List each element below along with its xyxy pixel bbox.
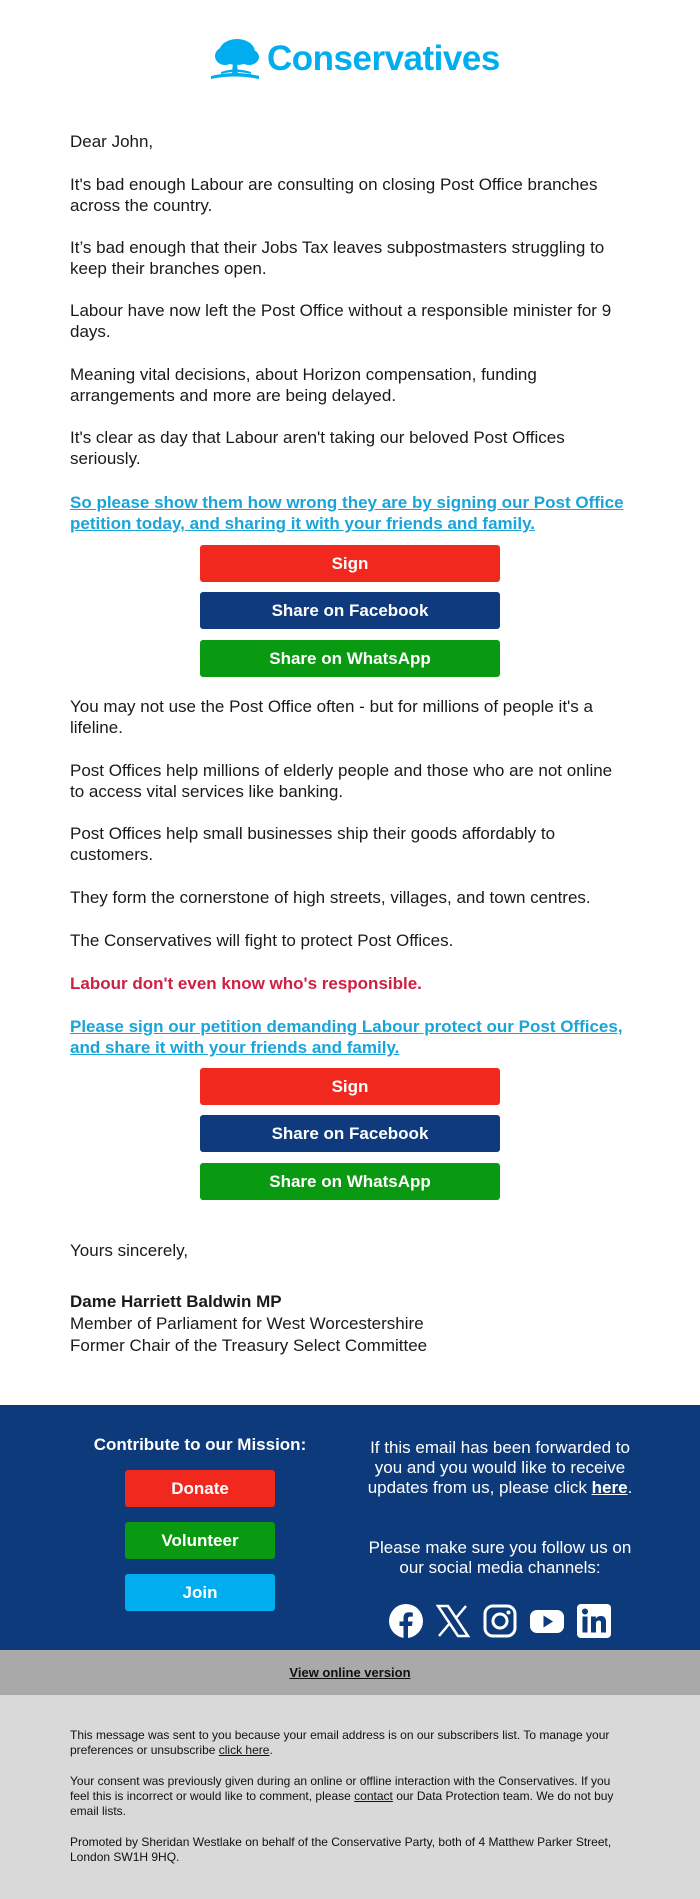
paragraph: Labour have now left the Post Office without a responsible minister for 9 days.	[70, 301, 612, 341]
highlight-text: Labour don't even know who's responsible.	[70, 974, 422, 993]
join-button[interactable]: Join	[125, 1574, 275, 1611]
signoff: Yours sincerely,	[70, 1241, 189, 1260]
subscription-notice: This message was sent to you because your email address is on our subscribers list. To manage your preferences or unsubscribe click here.	[70, 1728, 610, 1757]
forwarded-text: If this email has been forwarded to you and you would like to receive updates from us, please click	[367, 1438, 630, 1497]
footer-actions	[0, 1405, 700, 1650]
petition-link[interactable]: Please sign our petition demanding Labour protect our Post Offices, and share it with your friends and family.	[70, 1017, 623, 1057]
forwarded-notice: If this email has been forwarded to you and you would like to receive updates from us, please click here.	[367, 1438, 633, 1497]
view-online-link[interactable]: View online version	[289, 1665, 411, 1680]
sign-button[interactable]: Sign	[200, 1068, 500, 1105]
consent-notice	[70, 1774, 630, 1819]
promoter-notice: Promoted by Sheridan Westlake on behalf of the Conservative Party, both of 4 Matthew Parker Street, London SW1H 9HQ.	[70, 1835, 612, 1864]
follow-text: Please make sure you follow us on our social media channels:	[368, 1538, 632, 1577]
facebook-icon[interactable]	[388, 1603, 424, 1639]
greeting: Dear John,	[70, 132, 154, 151]
contribute-title: Contribute to our Mission:	[93, 1435, 307, 1454]
petition-link[interactable]: So please show them how wrong they are by signing our Post Office petition today, and sharing it with your friends and family.	[70, 493, 624, 533]
share-whatsapp-button[interactable]: Share on WhatsApp	[200, 640, 500, 677]
consent-text-end: our Data Protection team. We do not buy email lists.	[70, 1789, 614, 1818]
contact-link[interactable]: contact	[354, 1789, 393, 1803]
paragraph: Post Offices help millions of elderly people and those who are not online to access vital services like banking.	[70, 761, 613, 801]
paragraph: It’s bad enough that their Jobs Tax leaves subpostmasters struggling to keep their branches open.	[70, 238, 605, 278]
share-facebook-button[interactable]: Share on Facebook	[200, 1115, 500, 1152]
share-facebook-button[interactable]: Share on Facebook	[200, 592, 500, 629]
x-icon[interactable]	[435, 1603, 471, 1639]
share-whatsapp-button[interactable]: Share on WhatsApp	[200, 1163, 500, 1200]
legal-footer	[0, 1695, 700, 1899]
subscribe-here-link[interactable]: here	[591, 1478, 628, 1497]
subscription-text: This message was sent to you because your email address is on our subscribers list. To manage your preferences or unsubscribe	[70, 1728, 610, 1757]
signatory-role: Member of Parliament for West Worcestershire	[70, 1314, 424, 1333]
unsubscribe-link[interactable]: click here	[218, 1743, 270, 1757]
paragraph: It's bad enough Labour are consulting on closing Post Office branches across the country.	[70, 175, 598, 215]
paragraph: It's clear as day that Labour aren't taking our beloved Post Offices seriously.	[70, 428, 565, 468]
paragraph: They form the cornerstone of high streets, villages, and town centres.	[70, 888, 591, 907]
volunteer-button[interactable]: Volunteer	[125, 1522, 275, 1559]
consent-text: Your consent was previously given during an online or offline interaction with the Conservatives. If you feel this is incorrect or would like to comment, please	[70, 1774, 611, 1803]
paragraph: The Conservatives will fight to protect Post Offices.	[70, 931, 454, 950]
logo-wordmark: Conservatives	[267, 39, 500, 78]
social-links	[388, 1603, 612, 1639]
youtube-icon[interactable]	[529, 1603, 565, 1639]
signatory-name: Dame Harriett Baldwin MP	[70, 1292, 282, 1311]
linkedin-icon[interactable]	[576, 1603, 612, 1639]
sign-button[interactable]: Sign	[200, 545, 500, 582]
donate-button[interactable]: Donate	[125, 1470, 275, 1507]
paragraph: Post Offices help small businesses ship their goods affordably to customers.	[70, 824, 556, 864]
paragraph: Meaning vital decisions, about Horizon compensation, funding arrangements and more are being delayed.	[70, 365, 537, 405]
view-online-bar	[0, 1650, 700, 1695]
paragraph: You may not use the Post Office often - but for millions of people it's a lifeline.	[70, 697, 593, 737]
instagram-icon[interactable]	[482, 1603, 518, 1639]
conservatives-logo[interactable]	[207, 36, 500, 82]
signatory-role: Former Chair of the Treasury Select Committee	[70, 1336, 428, 1355]
tree-icon	[207, 36, 263, 82]
email-header	[0, 0, 700, 125]
